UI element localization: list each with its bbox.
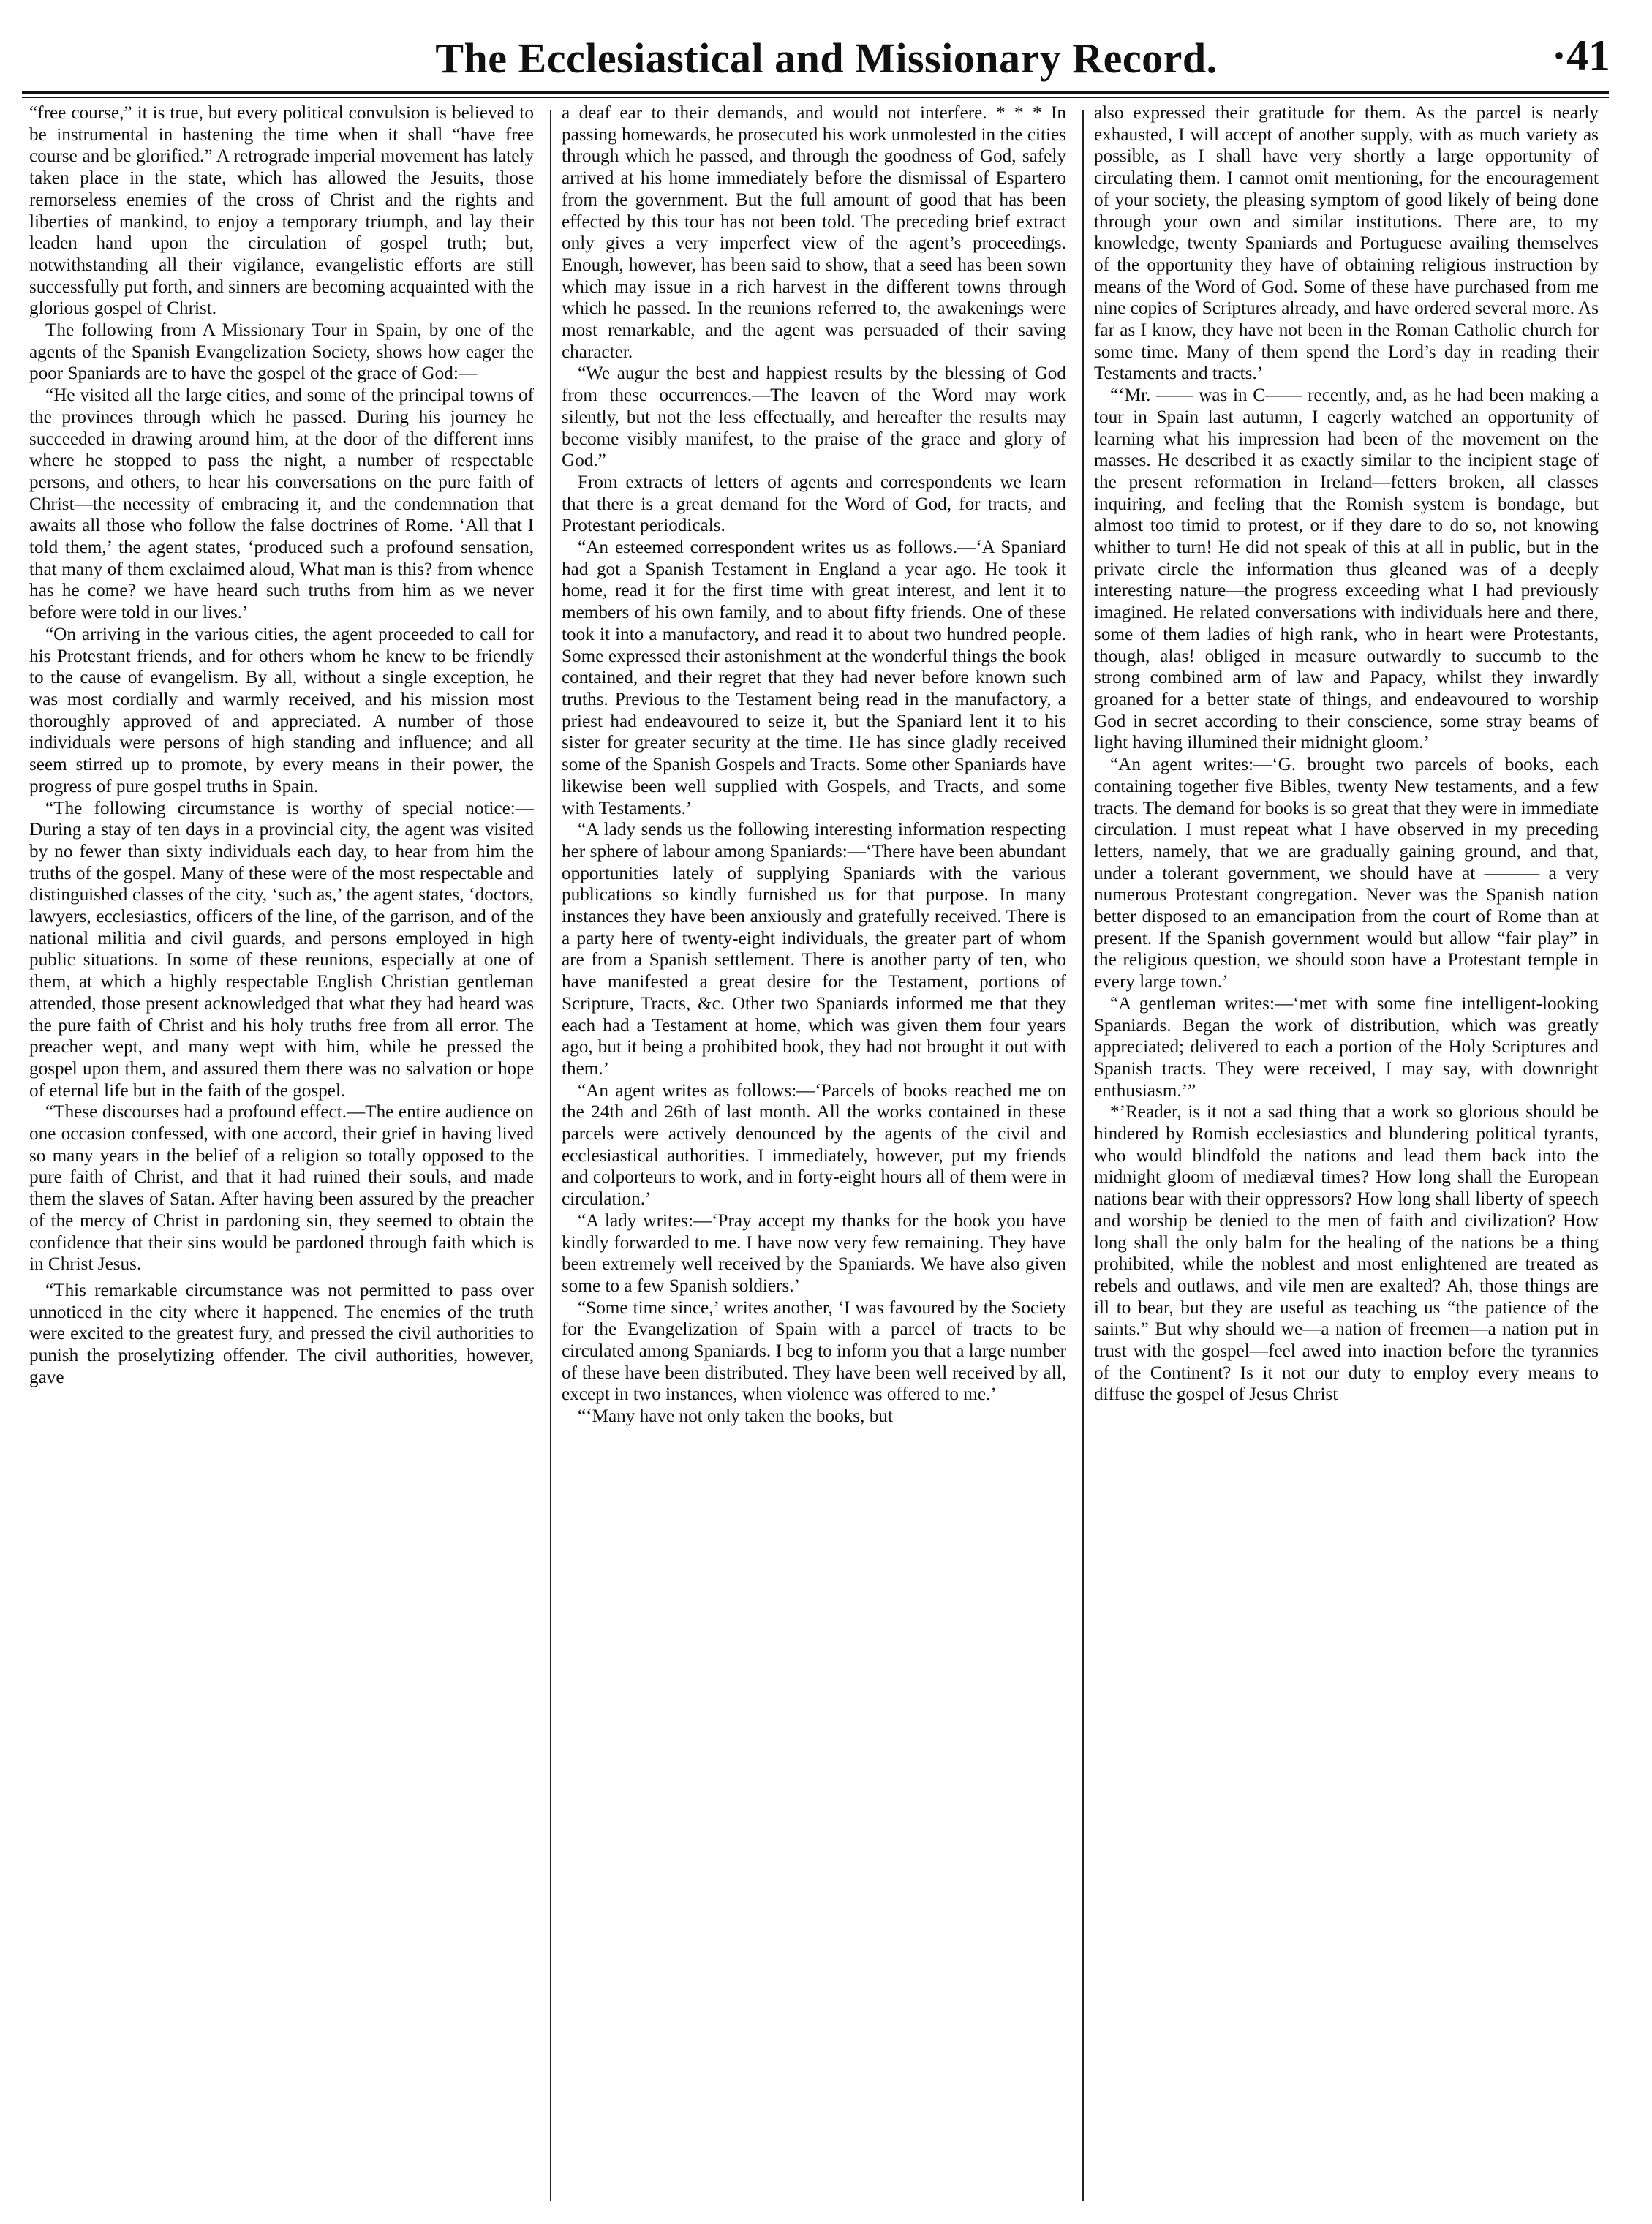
paragraph: “On arriving in the various cities, the agent proceeded to call for his Protestant friends, and for others whom he knew to be friendly to the cause of evangelism. By all, without a single exception, he was most cordially and warmly received, and his mission most thoroughly approved of and appreciated. A number of those individuals were persons of high standing and influence; and all seem stirred up to promote, by every means in their power, the progress of pure gospel truths in Spain. xyxy=(29,624,534,796)
text-column-3 xyxy=(1094,102,1599,2209)
paragraph: a deaf ear to their demands, and would not interfere. * * * In passing homewards, he prosecuted his work unmolested in the cities through which he passed, and through the goodness of God, safely arrived at his home immediately before the dismissal of Espartero from the government. But the full amount of good that has been effected by this tour has not been told. The preceding brief extract only gives a very imperfect view of the agent’s proceedings. Enough, however, has been said to show, that a seed has been sown which may issue in a rich harvest in the different towns through which he passed. In the reunions referred to, the awakenings were most remarkable, and the agent was persuaded of their saving character. xyxy=(562,103,1066,362)
paragraph: “An agent writes:—‘G. brought two parcels of books, each containing together five Bibles, twenty New testaments, and a few tracts. The demand for books is so great that they were in immediate circulation. I must repeat what I have observed in my preceding letters, namely, that we are gradually gaining ground, and that, under a tolerant government, we should have at ——— a very numerous Protestant congregation. Never was the Spanish nation better disposed to an emancipation from the court of Rome than at present. If the Spanish government would but allow “fair play” in the religious question, we should soon have a Protestant temple in every large town.’ xyxy=(1094,755,1599,992)
paragraph: also expressed their gratitude for them. As the parcel is nearly exhausted, I will accept of another supply, with as much variety as possible, as I shall have very shortly a large opportunity of circulating them. I cannot omit mentioning, for the encouragement of your society, the pleasing symptom of good likely of being done through your own and similar institutions. There are, to my knowledge, twenty Spaniards and Portuguese availing themselves of the opportunity they have of obtaining religious instruction by means of the Word of God. Some of these have purchased from me nine copies of Scriptures already, and have ordered several more. As far as I know, they have not been in the Roman Catholic church for some time. Many of them spend the Lord’s day in reading their Testaments and tracts.’ xyxy=(1094,103,1599,384)
page-header xyxy=(29,13,1623,86)
paragraph: “A lady writes:—‘Pray accept my thanks for the book you have kindly forwarded to me. I have now very few remaining. They have been extremely well received by the Spaniards. We have also given some to a few Spanish soldiers.’ xyxy=(562,1210,1066,1296)
column-divider-1 xyxy=(550,110,551,2201)
paragraph: “The following circumstance is worthy of special notice:—During a stay of ten days in a provincial city, the agent was visited by no fewer than sixty individuals each day, to hear from him the truths of the gospel. Many of these were of the most respectable and distinguished classes of the city, ‘such as,’ the agent states, ‘doctors, lawyers, ecclesiastics, officers of the line, of the garrison, and of the national militia and civil guards, and persons employed in high public situations. In some of these reunions, especially at one of them, at which a highly respectable English Christian gentleman attended, those present acknowledged that what they had heard was the pure faith of Christ and his holy truths free from all error. The preacher wept, and many wept with him, while he pressed the gospel upon them, and assured them there was no salvation or hope of eternal life but in the faith of the gospel. xyxy=(29,798,534,1101)
header-rule-thin xyxy=(22,97,1609,98)
paragraph: “‘Mr. —— was in C—— recently, and, as he had been making a tour in Spain last autumn, I eagerly watched an opportunity of learning what his impression had been of the movement on the masses. He described it as exactly similar to the incipient stage of the present reformation in Ireland—fetters broken, all classes inquiring, and feeling that the Romish system is bondage, but almost too timid to protest, or if they dare to do so, not knowing whither to turn! He did not speak of this at all in public, but in the private circle the information thus gleaned was of a deeply interesting nature—the progress exceeding what I had previously imagined. He related conversations with individuals here and there, some of them ladies of high rank, who in heart were Protestants, though, alas! obliged in measure outwardly to succumb to the strong combined arm of law and Papacy, whilst they inwardly groaned for a better state of things, and endeavoured to worship God in secret according to their conscience, some stray beams of light having illumined their midnight gloom.’ xyxy=(1094,385,1599,753)
paragraph: “An agent writes as follows:—‘Parcels of books reached me on the 24th and 26th of last month. All the works contained in these parcels were actively denounced by the agents of the civil and ecclesiastical authorities. I immediately, however, put my friends and colporteurs to work, and in forty-eight hours all of them were in circulation.’ xyxy=(562,1080,1066,1210)
paragraph: “He visited all the large cities, and some of the principal towns of the provinces through which he passed. During his journey he succeeded in drawing around him, at the door of the different inns where he stopped to pass the night, a number of respectable persons, and others, to hear his conversations on the pure faith of Christ—the necessity of embracing it, and the condemnation that awaits all those who follow the false doctrines of Rome. ‘All that I told them,’ the agent states, ‘produced such a profound sensation, that many of them exclaimed aloud, What man is this? from whence has he come? we have heard such truths from him as we never before were told in our lives.’ xyxy=(29,385,534,623)
paragraph: “Some time since,’ writes another, ‘I was favoured by the Society for the Evangelization of Spain with a parcel of tracts to be circulated among Spaniards. I beg to inform you that a large number of these have been distributed. They have been well received by all, except in two instances, when violence was offered to me.’ xyxy=(562,1297,1066,1405)
journal-title: The Ecclesiastical and Missionary Record. xyxy=(435,34,1218,82)
paragraph: The following from A Missionary Tour in Spain, by one of the agents of the Spanish Evangelization Society, shows how eager the poor Spaniards are to have the gospel of the grace of God:— xyxy=(29,320,534,384)
paragraph: “A gentleman writes:—‘met with some fine intelligent-looking Spaniards. Began the work of distribution, which was greatly appreciated; delivered to each a portion of the Holy Scriptures and Spanish tracts. They were received, I may say, with downright enthusiasm.’” xyxy=(1094,993,1599,1101)
page-number xyxy=(1552,31,1610,81)
column-divider-2 xyxy=(1082,110,1084,2201)
paragraph: “free course,” it is true, but every political convulsion is believed to be instrumental in hastening the time when it shall “have free course and be glorified.” A retrograde imperial movement has lately taken place in the state, which has allowed the Jesuits, those remorseless enemies of the cross of Christ and the rights and liberties of mankind, to enjoy a temporary triumph, and lay their leaden hand upon the circulation of gospel truth; but, notwithstanding all their vigilance, evangelistic efforts are still successfully put forth, and sinners are becoming acquainted with the glorious gospel of Christ. xyxy=(29,103,534,319)
paragraph: “These discourses had a profound effect.—The entire audience on one occasion confessed, with one accord, their grief in having lived so many years in the belief of a religion so totally opposed to the pure faith of Christ, and that it had ruined their souls, and made them the slaves of Satan. After having been assured by the preacher of the mercy of Christ in pardoning sin, they seemed to obtain the confidence that their sins would be pardoned through faith which is in Christ Jesus. xyxy=(29,1102,534,1275)
page-number-value: 41 xyxy=(1566,31,1610,80)
paragraph: “This remarkable circumstance was not permitted to pass over unnoticed in the city where it happened. The enemies of the truth were excited to the greatest fury, and pressed the civil authorities to punish the proselytizing offender. The civil authorities, however, gave xyxy=(29,1280,534,1387)
page-number-dot: · xyxy=(1551,31,1566,80)
paragraph: “A lady sends us the following interesting information respecting her sphere of labour among Spaniards:—‘There have been abundant opportunities lately of supplying Spaniards with the various publications so kindly furnished us for that purpose. In many instances they have been anxiously and gratefully received. There is a party here of twenty-eight individuals, the greater part of whom are from a Spanish settlement. There is another party of ten, who have manifested a great desire for the Testament, portions of Scripture, Tracts, &c. Other two Spaniards informed me that they each had a Testament at home, which was given them four years ago, but it being a prohibited book, they had not brought it out with them.’ xyxy=(562,820,1066,1079)
paragraph: “An esteemed correspondent writes us as follows.—‘A Spaniard had got a Spanish Testament in England a year ago. He took it home, read it for the first time with great interest, and lent it to members of his own family, and to about fifty friends. One of these took it into a manufactory, and read it to about two hundred people. Some expressed their astonishment at the wonderful things the book contained, and their regret that they had never before known such truths. Previous to the Testament being read in the manufactory, a priest had endeavoured to seize it, but the Spaniard lent it to his sister for greater security at the time. He has since gladly received some of the Spanish Gospels and Tracts. Some other Spaniards have likewise been well supplied with Gospels, and Tracts, and some with Testaments.’ xyxy=(562,538,1066,818)
text-column-1 xyxy=(29,102,534,2209)
paragraph: From extracts of letters of agents and correspondents we learn that there is a great demand for the Word of God, for tracts, and Protestant periodicals. xyxy=(562,472,1066,536)
header-rule-thick xyxy=(22,91,1609,94)
paragraph: “We augur the best and happiest results by the blessing of God from these occurrences.—The leaven of the Word may work silently, but not the less effectually, and hereafter the results may become visibly manifest, to the praise of the grace and glory of God.” xyxy=(562,363,1066,471)
paragraph: *’Reader, is it not a sad thing that a work so glorious should be hindered by Romish ecclesiastics and blundering political tyrants, who would blindfold the nations and lead them back into the midnight gloom of mediæval times? How long shall the European nations bear with their oppressors? How long shall liberty of speech and worship be denied to the men of faith and civilization? How long shall the only balm for the healing of the nations be a thing prohibited, while the noblest and most enlightened are treated as rebels and outlaws, and vile men are exalted? Ah, those things are ill to bear, but they are useful as teaching us “the patience of the saints.” But why should we—a nation of freemen—a nation put in trust with the gospel—feel awed into inaction before the tyrannies of the Continent? Is it not our duty to employ every means to diffuse the gospel of Jesus Christ xyxy=(1094,1102,1599,1405)
text-column-2 xyxy=(562,102,1066,2209)
paragraph: “‘Many have not only taken the books, but xyxy=(578,1406,893,1427)
